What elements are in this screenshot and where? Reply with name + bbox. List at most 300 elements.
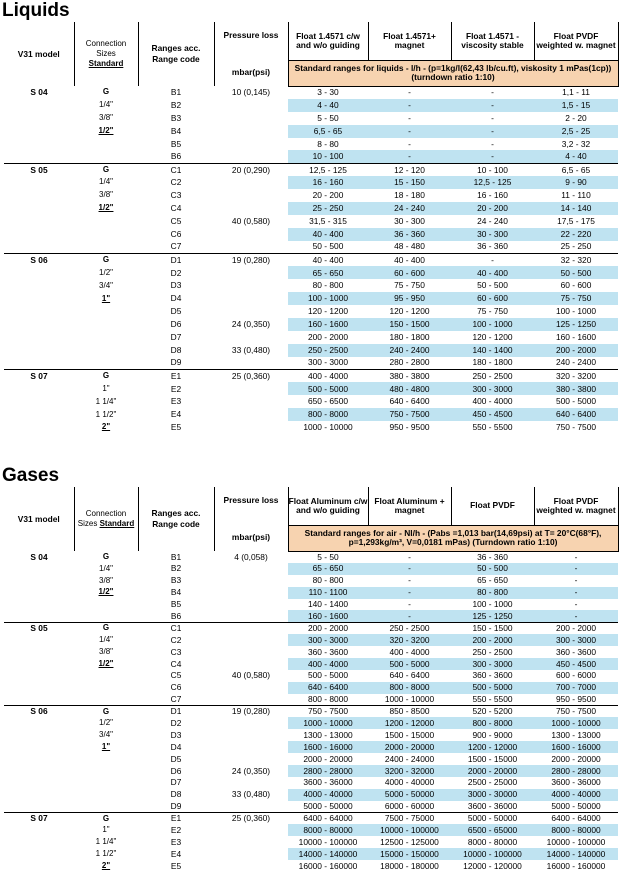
range-value-cell: 380 - 3800 [368, 370, 451, 383]
table-row [4, 813, 618, 825]
range-value-cell: 5000 - 50000 [303, 800, 353, 811]
range-value-cell: 4000 - 40000 [288, 789, 368, 801]
table-row [4, 215, 618, 228]
connection-cell: 3/8" [99, 190, 113, 200]
range-value-cell: 4000 - 40000 [534, 789, 618, 801]
header-col-4: Float PVDF weighted w. magnet [534, 22, 618, 60]
header-connection [74, 22, 138, 86]
pressure-loss-cell [214, 99, 288, 112]
range-value-cell: 17,5 - 175 [557, 215, 595, 226]
range-value-cell: 200 - 2000 [534, 344, 618, 357]
range-value-cell: 1500 - 15000 [467, 753, 518, 764]
range-value-cell: 120 - 1200 [307, 306, 349, 317]
range-code-cell: D4 [170, 741, 182, 752]
header-ploss-unit: mbar(psi) [231, 532, 271, 543]
range-value-cell: 500 - 5000 [307, 670, 349, 681]
model-cell [4, 753, 74, 765]
range-value-cell: 8 - 80 [317, 138, 339, 149]
range-code-cell: B1 [170, 87, 182, 98]
range-value-cell: 12,5 - 125 [288, 163, 368, 176]
pressure-loss-cell [214, 112, 288, 125]
range-value-cell: 60 - 600 [451, 292, 534, 305]
connection-cell [74, 753, 138, 765]
range-value-cell: 16 - 160 [288, 176, 368, 189]
pressure-loss-cell: 24 (0,350) [231, 319, 271, 330]
model-cell: S 06 [4, 254, 74, 267]
table-row [4, 254, 618, 267]
range-value-cell: 10000 - 100000 [546, 836, 606, 847]
model-cell: S 07 [4, 370, 74, 383]
model-cell [4, 99, 74, 112]
range-value-cell: 750 - 7500 [368, 408, 451, 421]
range-value-cell: 30 - 300 [451, 228, 534, 241]
range-value-cell: - [451, 150, 534, 163]
range-value-cell: 800 - 8000 [368, 682, 451, 694]
header-range-line1: Ranges acc. [151, 43, 201, 54]
range-value-cell: 30 - 300 [394, 215, 425, 226]
model-cell [4, 836, 74, 848]
range-value-cell: 640 - 6400 [389, 396, 430, 407]
range-value-cell: 480 - 4800 [368, 382, 451, 395]
range-value-cell: 6400 - 64000 [534, 813, 618, 825]
range-code-cell: D5 [170, 753, 182, 764]
header-col-3: Float PVDF [451, 487, 534, 525]
range-value-cell: 24 - 240 [477, 215, 508, 226]
range-value-cell: 950 - 9500 [555, 693, 597, 704]
range-value-cell: 3600 - 36000 [303, 777, 353, 788]
range-value-cell: 550 - 5500 [472, 422, 513, 433]
pressure-loss-cell: 25 (0,360) [214, 370, 288, 383]
range-value-cell: 250 - 2500 [288, 344, 368, 357]
range-code-cell: E3 [170, 836, 182, 847]
range-value-cell: 640 - 6400 [389, 670, 430, 681]
range-value-cell: 4 - 40 [534, 150, 618, 163]
model-cell: S 06 [4, 706, 74, 718]
range-code-cell: D9 [170, 800, 182, 811]
range-value-cell: 80 - 800 [312, 575, 344, 586]
model-cell [4, 344, 74, 357]
range-code-cell: C1 [138, 622, 214, 634]
range-value-cell: 80 - 800 [451, 587, 534, 599]
connection-cell: 1/4" [99, 100, 113, 110]
pressure-loss-cell: 4 (0,058) [234, 551, 268, 562]
pressure-loss-cell [214, 634, 288, 646]
connection-cell [74, 344, 138, 357]
range-value-cell: 100 - 1000 [288, 292, 368, 305]
range-value-cell: 280 - 2800 [389, 357, 430, 368]
range-value-cell: 360 - 3600 [307, 646, 349, 657]
table-row [4, 318, 618, 331]
header-pressure-loss [214, 22, 288, 86]
connection-cell: 1" [101, 742, 111, 751]
header-ploss-unit: mbar(psi) [231, 67, 271, 78]
range-code-cell: C6 [170, 228, 182, 239]
range-value-cell: 12500 - 125000 [380, 836, 439, 847]
range-value-cell: 31,5 - 315 [309, 215, 347, 226]
pressure-loss-cell [214, 741, 288, 753]
range-value-cell: - [408, 87, 411, 98]
table-row [4, 634, 618, 646]
range-value-cell: 75 - 750 [394, 280, 425, 291]
range-code-cell: B4 [170, 125, 182, 136]
range-value-cell: 40 - 400 [451, 266, 534, 279]
connection-cell: 1/4" [99, 177, 113, 187]
range-value-cell: 14000 - 140000 [534, 848, 618, 860]
table-row [4, 112, 618, 125]
range-code-cell: C1 [138, 163, 214, 176]
range-value-cell: 1000 - 10000 [303, 422, 353, 433]
range-value-cell: - [451, 99, 534, 112]
range-value-cell: 160 - 1600 [288, 318, 368, 331]
range-code-cell: E1 [138, 370, 214, 383]
model-cell [4, 741, 74, 753]
model-cell [4, 860, 74, 872]
range-value-cell: 320 - 3200 [534, 370, 618, 383]
range-value-cell: 400 - 4000 [288, 658, 368, 670]
range-code-cell: B6 [170, 151, 182, 162]
table-row [4, 344, 618, 357]
range-value-cell: 10000 - 100000 [298, 836, 358, 847]
range-value-cell: 500 - 5000 [368, 658, 451, 670]
range-value-cell: 1200 - 12000 [451, 741, 534, 753]
range-value-cell: 4000 - 40000 [384, 777, 435, 788]
range-value-cell: 550 - 5500 [472, 693, 513, 704]
model-cell [4, 138, 74, 151]
range-value-cell: - [408, 551, 411, 562]
range-code-cell: B4 [170, 587, 182, 598]
table-row [4, 176, 618, 189]
range-code-cell: D7 [170, 331, 182, 342]
model-cell [4, 125, 74, 138]
pressure-loss-cell [214, 646, 288, 658]
model-cell [4, 599, 74, 611]
range-value-cell: 3200 - 32000 [368, 765, 451, 777]
table-row [4, 824, 618, 836]
range-value-cell: 36 - 360 [477, 241, 508, 252]
range-value-cell: 36 - 360 [368, 228, 451, 241]
connection-cell: G [74, 370, 138, 383]
range-value-cell: 18 - 180 [394, 190, 425, 201]
pressure-loss-cell [214, 753, 288, 765]
range-value-cell: 2 - 20 [565, 112, 587, 123]
table-row [4, 670, 618, 682]
range-value-cell: 2400 - 24000 [384, 753, 435, 764]
range-value-cell: 3000 - 30000 [451, 789, 534, 801]
range-value-cell: 2,5 - 25 [534, 125, 618, 138]
range-value-cell: 125 - 1250 [451, 610, 534, 622]
range-value-cell: 850 - 8500 [368, 706, 451, 718]
table-row [4, 202, 618, 215]
model-cell [4, 202, 74, 215]
header-connection-line2: Sizes [77, 519, 98, 528]
table-row [4, 408, 618, 421]
table-row [4, 646, 618, 658]
range-value-cell: 2800 - 28000 [534, 765, 618, 777]
header-col-1: Float 1.4571 c/w and w/o guiding [288, 22, 368, 60]
header-col-2: Float 1.4571+ magnet [368, 22, 451, 60]
header-col-1: Float Aluminum c/w and w/o guiding [288, 487, 368, 525]
range-value-cell: 12,5 - 125 [451, 176, 534, 189]
range-value-cell: 250 - 2500 [451, 370, 534, 383]
range-value-cell: 5000 - 50000 [551, 800, 601, 811]
connection-cell [74, 318, 138, 331]
range-value-cell: 10000 - 100000 [368, 824, 451, 836]
range-value-cell: 120 - 1200 [472, 331, 513, 342]
model-cell [4, 765, 74, 777]
range-code-cell: D6 [170, 319, 182, 330]
model-cell [4, 563, 74, 575]
gases-body [4, 551, 618, 872]
range-value-cell: 200 - 2000 [534, 622, 618, 634]
range-code-cell: D4 [170, 293, 182, 304]
table-row [4, 860, 618, 872]
range-value-cell: 5000 - 50000 [451, 813, 534, 825]
pressure-loss-cell [214, 408, 288, 421]
header-connection-standard: Standard [99, 519, 135, 528]
connection-cell: 3/4" [99, 280, 113, 290]
table-row [4, 801, 618, 813]
table-row [4, 622, 618, 634]
table-row [4, 551, 618, 563]
connection-cell: 2" [101, 860, 111, 870]
range-value-cell: 2000 - 20000 [451, 765, 534, 777]
range-value-cell: 300 - 3000 [288, 634, 368, 646]
range-value-cell: 25 - 250 [288, 202, 368, 215]
range-code-cell: C7 [170, 241, 182, 252]
range-value-cell: 50 - 500 [312, 241, 344, 252]
connection-cell: 1/4" [99, 634, 113, 644]
gases-title: Gases [2, 465, 60, 486]
range-value-cell: 4 - 40 [288, 99, 368, 112]
range-value-cell: 8000 - 80000 [288, 824, 368, 836]
range-value-cell: 15000 - 150000 [368, 848, 451, 860]
model-cell [4, 357, 74, 370]
range-value-cell: 36 - 360 [477, 551, 508, 562]
range-value-cell: 1000 - 10000 [384, 693, 435, 704]
model-cell [4, 658, 74, 670]
range-value-cell: 300 - 3000 [534, 634, 618, 646]
model-cell [4, 682, 74, 694]
pressure-loss-cell: 10 (0,145) [231, 87, 271, 98]
range-value-cell: 40 - 400 [288, 228, 368, 241]
range-value-cell: 25 - 250 [560, 241, 592, 252]
pressure-loss-cell: 40 (0,580) [231, 670, 271, 681]
pressure-loss-cell: 19 (0,280) [214, 706, 288, 718]
table-row [4, 658, 618, 670]
model-cell [4, 587, 74, 599]
table-row [4, 729, 618, 741]
range-value-cell: 180 - 1800 [389, 331, 430, 342]
range-value-cell: 160 - 1600 [555, 331, 597, 342]
connection-cell: G [74, 622, 138, 634]
range-code-cell: E1 [138, 813, 214, 825]
model-cell [4, 610, 74, 622]
model-cell [4, 305, 74, 318]
range-value-cell: - [368, 610, 451, 622]
model-cell [4, 279, 74, 292]
range-value-cell: 750 - 7500 [288, 706, 368, 718]
range-value-cell: 300 - 3000 [307, 357, 349, 368]
range-value-cell: - [451, 254, 534, 267]
table-row [4, 150, 618, 163]
standard-ranges-note: Standard ranges for air - Nl/h - (Pabs =1,013 bar(14,69psi) at T= 20°C(68°F), p=1,293kg/m³, V=0,0181 mPas) (Turndown ratio 1:10) [288, 525, 618, 551]
header-model: V31 model [4, 487, 74, 551]
pressure-loss-cell [214, 395, 288, 408]
range-value-cell: 140 - 1400 [307, 599, 349, 610]
table-row [4, 741, 618, 753]
connection-cell: 1/2" [98, 658, 114, 668]
connection-cell [74, 215, 138, 228]
header-pressure-loss [214, 487, 288, 551]
range-value-cell: 180 - 1800 [472, 357, 513, 368]
range-value-cell: 75 - 750 [477, 306, 508, 317]
pressure-loss-cell: 20 (0,290) [214, 163, 288, 176]
range-value-cell: 640 - 6400 [534, 408, 618, 421]
connection-cell [74, 789, 138, 801]
header-range-line2: Range code [152, 54, 200, 64]
range-value-cell: 16000 - 160000 [546, 860, 606, 871]
range-value-cell: 100 - 1000 [472, 599, 513, 610]
connection-cell: 1 1/2" [95, 409, 117, 419]
range-code-cell: D2 [170, 718, 182, 728]
standard-ranges-note: Standard ranges for liquids - l/h - (p=1kg/l(62,43 lb/cu.ft), viskosity 1 mPas(1cp)) (turndown ratio 1:10) [288, 60, 618, 86]
range-value-cell: 11 - 110 [561, 190, 591, 201]
range-value-cell: 32 - 320 [534, 254, 618, 267]
range-value-cell: 80 - 800 [312, 280, 344, 291]
pressure-loss-cell [214, 622, 288, 634]
range-value-cell: 360 - 3600 [472, 670, 513, 681]
range-value-cell: 700 - 7000 [534, 682, 618, 694]
range-value-cell: 1000 - 10000 [534, 717, 618, 729]
model-cell: S 04 [30, 87, 48, 98]
range-value-cell: - [574, 575, 578, 586]
range-code-cell: D2 [170, 267, 182, 278]
connection-cell [74, 150, 138, 163]
connection-cell [74, 777, 138, 789]
range-value-cell: 1600 - 16000 [288, 741, 368, 753]
range-value-cell: 48 - 480 [394, 241, 425, 252]
header-range-code [138, 22, 214, 86]
table-row [4, 228, 618, 241]
model-cell [4, 112, 74, 125]
range-value-cell: 800 - 8000 [307, 693, 349, 704]
pressure-loss-cell [214, 331, 288, 344]
connection-cell: 1" [102, 825, 110, 835]
liquids-title: Liquids [2, 0, 70, 21]
pressure-loss-cell: 33 (0,480) [231, 789, 271, 800]
header-connection [74, 487, 138, 551]
range-value-cell: - [491, 138, 494, 149]
range-value-cell: - [534, 587, 618, 599]
range-value-cell: 20 - 200 [451, 202, 534, 215]
range-value-cell: - [534, 563, 618, 575]
gases-table [4, 487, 619, 872]
pressure-loss-cell [214, 587, 288, 599]
pressure-loss-cell [214, 658, 288, 670]
range-value-cell: 150 - 1500 [368, 318, 451, 331]
range-value-cell: 8000 - 80000 [467, 836, 518, 847]
pressure-loss-cell [214, 824, 288, 836]
model-cell [4, 215, 74, 228]
range-value-cell: - [368, 125, 451, 138]
table-row [4, 717, 618, 729]
connection-cell [74, 305, 138, 318]
range-code-cell: D7 [170, 777, 182, 788]
table-row [4, 682, 618, 694]
range-code-cell: D8 [170, 344, 182, 355]
connection-cell: G [74, 254, 138, 267]
connection-cell [74, 670, 138, 682]
range-value-cell: 5000 - 50000 [368, 789, 451, 801]
range-value-cell: 650 - 6500 [307, 396, 349, 407]
range-value-cell: 6000 - 60000 [384, 800, 435, 811]
pressure-loss-cell [214, 610, 288, 622]
liquids-body [4, 86, 618, 434]
range-code-cell: C5 [170, 215, 182, 226]
range-value-cell: 110 - 1100 [288, 587, 368, 599]
range-code-cell: B6 [170, 610, 182, 621]
range-value-cell: 65 - 650 [288, 563, 368, 575]
range-value-cell: 200 - 2000 [288, 622, 368, 634]
connection-cell: 3/8" [99, 575, 113, 585]
range-value-cell: 950 - 9500 [389, 422, 430, 433]
pressure-loss-cell: 40 (0,580) [231, 215, 271, 226]
table-row [4, 575, 618, 587]
model-cell [4, 150, 74, 163]
model-cell [4, 408, 74, 421]
range-value-cell: - [574, 551, 578, 562]
range-code-cell: C2 [170, 177, 182, 188]
model-cell [4, 421, 74, 434]
range-value-cell: 20 - 200 [312, 190, 344, 201]
range-value-cell: 65 - 650 [288, 266, 368, 279]
range-value-cell: 400 - 4000 [288, 370, 368, 383]
range-value-cell: - [574, 599, 578, 610]
connection-cell: 1 1/2" [95, 849, 117, 859]
connection-cell: 2" [101, 422, 111, 432]
table-row [4, 357, 618, 370]
range-value-cell: 60 - 600 [368, 266, 451, 279]
model-cell [4, 670, 74, 682]
range-value-cell: 6,5 - 65 [288, 125, 368, 138]
range-value-cell: 18000 - 180000 [380, 860, 439, 871]
table-row [4, 599, 618, 611]
model-cell: S 05 [4, 622, 74, 634]
pressure-loss-cell [214, 421, 288, 434]
model-cell [4, 848, 74, 860]
range-value-cell: - [368, 99, 451, 112]
header-connection-line1: Connection [85, 509, 127, 518]
range-value-cell: 95 - 950 [368, 292, 451, 305]
model-cell [4, 382, 74, 395]
model-cell: S 07 [4, 813, 74, 825]
range-value-cell: 400 - 4000 [389, 646, 430, 657]
model-cell [4, 395, 74, 408]
model-cell [4, 717, 74, 729]
range-code-cell: E5 [170, 422, 182, 433]
range-value-cell: - [408, 112, 411, 123]
table-row [4, 86, 618, 99]
range-value-cell: 50 - 500 [477, 280, 508, 291]
table-row [4, 848, 618, 860]
table-row [4, 777, 618, 789]
range-value-cell: 1000 - 10000 [288, 717, 368, 729]
range-value-cell: 500 - 5000 [451, 682, 534, 694]
range-value-cell: 60 - 600 [560, 280, 592, 291]
range-value-cell: 100 - 1000 [451, 318, 534, 331]
table-row [4, 370, 618, 383]
range-value-cell: 65 - 650 [477, 575, 508, 586]
